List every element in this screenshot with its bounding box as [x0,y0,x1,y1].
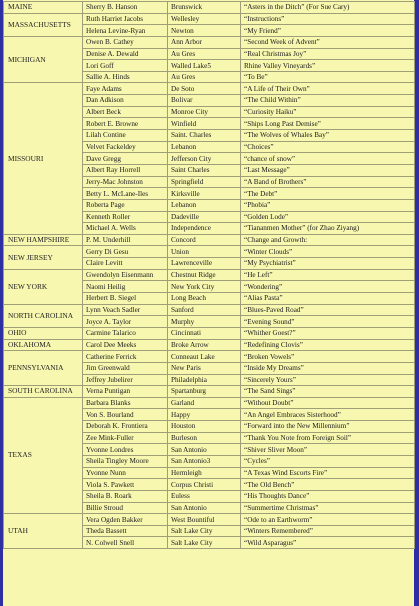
city-cell: Independence [168,223,241,235]
city-cell: Lebanon [168,141,241,153]
poet-name-cell: Gerry Di Gesu [83,246,168,258]
city-cell: Sanford [168,304,241,316]
poet-name-cell: Yvonne Londres [83,444,168,456]
poet-name-cell: Carmine Talarico [83,327,168,339]
poet-name-cell: Vera Ogden Bakker [83,514,168,526]
city-cell: Murphy [168,316,241,328]
city-cell: Jefferson City [168,153,241,165]
city-cell: Conneaut Lake [168,351,241,363]
table-row [4,386,415,398]
poet-name-cell: Kenneth Roller [83,211,168,223]
city-cell: Philadelphia [168,374,241,386]
poem-title-cell: “Winters Remembered” [241,525,415,537]
poem-title-cell: “Without Doubt” [241,397,415,409]
poet-name-cell: Betty L. McLane-Iles [83,188,168,200]
poem-title-cell: “Real Christmas Joy” [241,48,415,60]
city-cell: Long Beach [168,293,241,305]
poet-name-cell: Velvet Fackeldey [83,141,168,153]
poet-name-cell: Michael A. Wells [83,223,168,235]
poem-title-cell: “His Thoughts Dance” [241,490,415,502]
table-row [4,339,415,351]
poet-name-cell: Jeffrey Jubelirer [83,374,168,386]
poet-name-cell: Claire Levitt [83,258,168,270]
table-row [4,36,415,48]
state-cell: OKLAHOMA [4,339,83,351]
poem-title-cell: “Evening Sound” [241,316,415,328]
poet-name-cell: Viola S. Pawkett [83,479,168,491]
city-cell: Union [168,246,241,258]
poet-name-cell: Verna Puntigan [83,386,168,398]
city-cell: New York City [168,281,241,293]
poem-title-cell: “Wondering” [241,281,415,293]
poet-name-cell: Albert Ray Horrell [83,164,168,176]
state-cell: PENNSYLVANIA [4,351,83,386]
poet-name-cell: Catherine Ferrick [83,351,168,363]
poet-name-cell: Sheila Tingley Moore [83,455,168,467]
city-cell: Au Gres [168,48,241,60]
state-cell: UTAH [4,514,83,549]
poem-title-cell: “Sincerely Yours” [241,374,415,386]
poet-name-cell: Sherry B. Hanson [83,2,168,14]
city-cell: De Soto [168,83,241,95]
poet-name-cell: Owen B. Cathey [83,36,168,48]
city-cell: Cincinnati [168,327,241,339]
poet-name-cell: Billie Stroud [83,502,168,514]
poem-title-cell: “Wild Asparagus” [241,537,415,549]
poet-name-cell: Carol Dee Meeks [83,339,168,351]
poem-title-cell: “A Band of Brothers” [241,176,415,188]
poem-title-cell: “A Texas Wind Escorts Fire” [241,467,415,479]
city-cell: Happy [168,409,241,421]
table-row [4,13,415,25]
poem-title-cell: “Thank You Note from Foreign Soil” [241,432,415,444]
state-cell: MISSOURI [4,83,83,234]
poem-title-cell: “An Angel Embraces Sisterhood” [241,409,415,421]
poet-name-cell: Jerry-Mac Johnston [83,176,168,188]
city-cell: Corpus Christi [168,479,241,491]
city-cell: Spartanburg [168,386,241,398]
poet-name-cell: Denise A. Dewald [83,48,168,60]
state-cell: NEW HAMPSHIRE [4,234,83,246]
city-cell: Saint. Charles [168,130,241,142]
poet-name-cell: Barbara Blanks [83,397,168,409]
city-cell: Salt Lake City [168,537,241,549]
poet-name-cell: Herbert B. Siegel [83,293,168,305]
poem-title-cell: “The Sand Sings” [241,386,415,398]
poet-name-cell: Helena Levine-Ryan [83,25,168,37]
city-cell: Kirksville [168,188,241,200]
state-cell: MICHIGAN [4,36,83,83]
poet-name-cell: Sallie A. Hinds [83,71,168,83]
poet-name-cell: Lilah Contine [83,130,168,142]
city-cell: Bolivar [168,95,241,107]
state-cell: SOUTH CAROLINA [4,386,83,398]
state-cell: MASSACHUSETTS [4,13,83,36]
poet-name-cell: Dave Gregg [83,153,168,165]
city-cell: Lebanon [168,199,241,211]
city-cell: Euless [168,490,241,502]
poem-title-cell: “Inside My Dreams” [241,362,415,374]
poem-title-cell: “chance of snow” [241,153,415,165]
table-row [4,246,415,258]
poet-name-cell: Naomi Heilig [83,281,168,293]
page-frame [3,0,414,606]
poem-title-cell: “Tiananmen Mother” (for Zhao Ziyang) [241,223,415,235]
city-cell: Broke Arrow [168,339,241,351]
poem-title-cell: “Last Message” [241,164,415,176]
poem-title-cell: “Shiver Sliver Moon” [241,444,415,456]
poet-name-cell: Ruth Harriet Jacobs [83,13,168,25]
state-cell: MAINE [4,2,83,14]
table-row [4,351,415,363]
city-cell: Springfield [168,176,241,188]
poet-name-cell: Sheila B. Roark [83,490,168,502]
city-cell: Wellesley [168,13,241,25]
poem-title-cell: “Redefining Clovis” [241,339,415,351]
city-cell: Burleson [168,432,241,444]
poem-title-cell: “He Left” [241,269,415,281]
poem-title-cell: “Ode to an Earthworm” [241,514,415,526]
state-cell: NEW YORK [4,269,83,304]
poem-title-cell: “My Psychiatrist” [241,258,415,270]
city-cell: San Antonio3 [168,455,241,467]
poem-title-cell: “The Child Within” [241,95,415,107]
poet-name-cell: Gwendolyn Eisenmann [83,269,168,281]
city-cell: West Bountiful [168,514,241,526]
poem-title-cell: “Second Week of Advent” [241,36,415,48]
poem-title-cell: “Choices” [241,141,415,153]
poet-name-cell: Faye Adams [83,83,168,95]
city-cell: Dadeville [168,211,241,223]
city-cell: Garland [168,397,241,409]
poet-name-cell: Robert E. Browne [83,118,168,130]
poet-name-cell: Zee Mink-Fuller [83,432,168,444]
poem-title-cell: “The Wolves of Whales Bay” [241,130,415,142]
poem-title-cell: “Golden Lode” [241,211,415,223]
poets-table-body [4,2,415,549]
state-cell: NORTH CAROLINA [4,304,83,327]
poets-table [3,1,415,549]
city-cell: Ann Arbor [168,36,241,48]
poet-name-cell: Lori Goff [83,60,168,72]
city-cell: New Paris [168,362,241,374]
poem-title-cell: “The Old Bench” [241,479,415,491]
state-cell: TEXAS [4,397,83,513]
table-row [4,327,415,339]
table-row [4,234,415,246]
poem-title-cell: “Alias Pasta” [241,293,415,305]
poet-name-cell: Albert Beck [83,106,168,118]
table-row [4,514,415,526]
poem-title-cell: “Curiosity Haiku” [241,106,415,118]
poet-name-cell: Roberta Page [83,199,168,211]
poem-title-cell: “The Debt” [241,188,415,200]
poem-title-cell: “Whither Goest?” [241,327,415,339]
city-cell: Salt Lake City [168,525,241,537]
poet-name-cell: Lynn Veach Sadler [83,304,168,316]
poet-name-cell: Yvonne Nunn [83,467,168,479]
poem-title-cell: “A Life of Their Own” [241,83,415,95]
table-row [4,304,415,316]
city-cell: Winfield [168,118,241,130]
poem-title-cell: “My Friend” [241,25,415,37]
city-cell: Newton [168,25,241,37]
poet-name-cell: Dan Adkison [83,95,168,107]
poem-title-cell: “Broken Vowels” [241,351,415,363]
city-cell: Walled Lake5 [168,60,241,72]
poem-title-cell: “Asters in the Ditch” (For Sue Cary) [241,2,415,14]
city-cell: Concord [168,234,241,246]
state-cell: NEW JERSEY [4,246,83,269]
poet-name-cell: N. Colwell Snell [83,537,168,549]
table-row [4,397,415,409]
city-cell: Lawrenceville [168,258,241,270]
poet-name-cell: Von S. Bourland [83,409,168,421]
city-cell: Brunswick [168,2,241,14]
city-cell: Saint Charles [168,164,241,176]
poem-title-cell: “Cycles” [241,455,415,467]
poem-title-cell: “Instructions” [241,13,415,25]
poet-name-cell: Theda Bassett [83,525,168,537]
poem-title-cell: “Blues-Paved Road” [241,304,415,316]
poem-title-cell: “Forward into the New Millennium” [241,421,415,433]
poem-title-cell: Rhine Valley Vineyards” [241,60,415,72]
poem-title-cell: “Phobia” [241,199,415,211]
table-row [4,2,415,14]
state-cell: OHIO [4,327,83,339]
table-row [4,83,415,95]
poet-name-cell: Jim Greenwald [83,362,168,374]
city-cell: San Antonio [168,444,241,456]
city-cell: Houston [168,421,241,433]
poet-name-cell: P. M. Underhill [83,234,168,246]
poem-title-cell: “Change and Growth: [241,234,415,246]
poem-title-cell: “Ships Long Past Demise” [241,118,415,130]
city-cell: San Antonio [168,502,241,514]
city-cell: Hermleigh [168,467,241,479]
poet-name-cell: Deborah K. Frontiera [83,421,168,433]
city-cell: Chestnut Ridge [168,269,241,281]
poem-title-cell: “To Be” [241,71,415,83]
poet-name-cell: Joyce A. Taylor [83,316,168,328]
table-row [4,269,415,281]
poem-title-cell: “Winter Clouds” [241,246,415,258]
poem-title-cell: “Summertime Christmas” [241,502,415,514]
city-cell: Au Gres [168,71,241,83]
city-cell: Monroe City [168,106,241,118]
